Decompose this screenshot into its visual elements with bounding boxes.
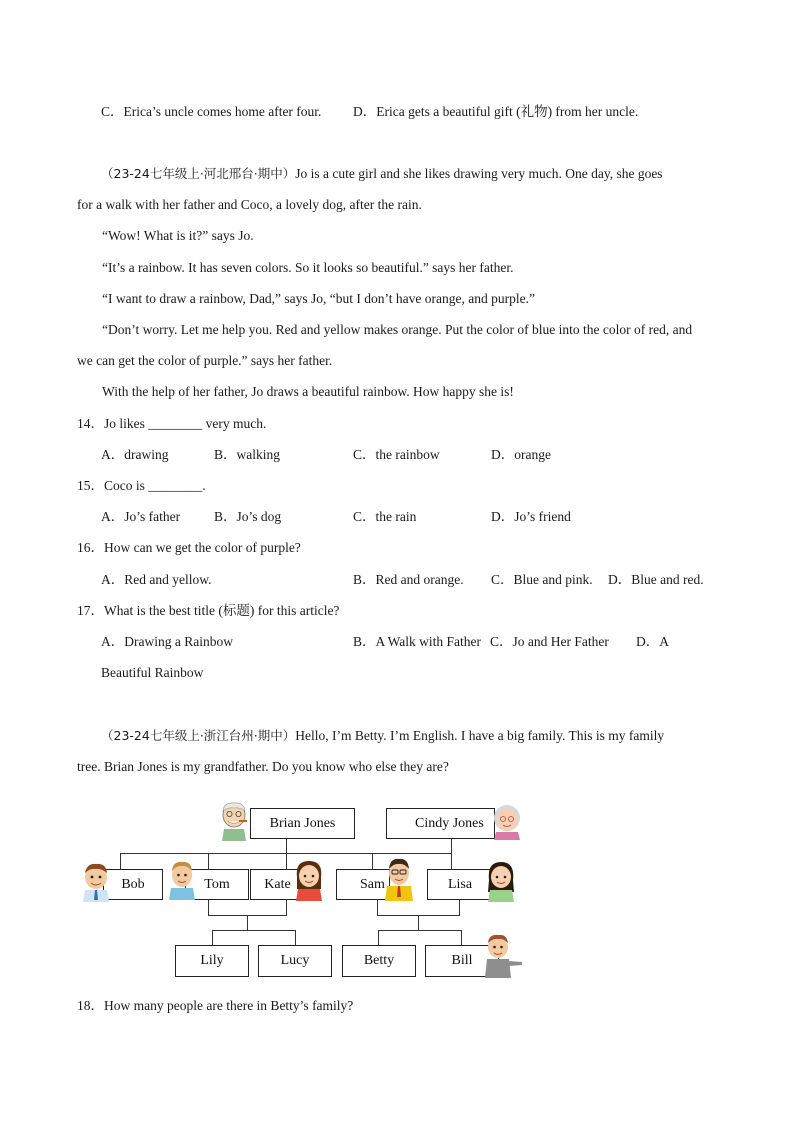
tree-line-tom-down <box>208 900 209 915</box>
tree-line-tomkate <box>208 915 287 916</box>
lisa-illustration <box>484 858 518 902</box>
passage2-text: Hello, I’m Betty. I’m English. I have a big family. This is my family <box>295 728 665 743</box>
tree-line-brian <box>286 838 287 854</box>
tree-line-samlisa <box>377 915 460 916</box>
tree-line-lilylucy <box>212 930 296 931</box>
q16-stem: 16．How can we get the color of purple? <box>77 540 301 555</box>
tree-line-tomkate-mid <box>247 915 248 930</box>
tree-line-samlisa-mid <box>418 915 419 930</box>
q18-stem: 18．How many people are there in Betty’s family? <box>77 998 354 1013</box>
tree-box-lisa: Lisa <box>427 869 493 900</box>
q17-stem: 17．What is the best title (标题) for this article? <box>77 603 340 618</box>
passage1-source: （23-24七年级上·河北邢台·期中） <box>101 166 296 181</box>
q16-option-c: C．Blue and pink. <box>491 572 593 587</box>
tree-line-sam-down <box>377 900 378 915</box>
bob-illustration <box>79 860 113 902</box>
q16-option-a: A．Red and yellow. <box>101 572 212 587</box>
tom-illustration <box>167 858 197 900</box>
tree-line-lisa-down <box>459 900 460 915</box>
tree-line-bob <box>120 853 121 869</box>
tree-box-kate: Kate <box>250 869 305 900</box>
tree-box-brian-jones: Brian Jones <box>250 808 355 839</box>
q15-option-d: D．Jo’s friend <box>491 509 571 524</box>
tree-line-top <box>120 853 451 854</box>
q14-option-a: A．drawing <box>101 447 169 462</box>
passage2-line2: tree. Brian Jones is my grandfather. Do you know who else they are? <box>77 759 449 774</box>
tree-line-kate <box>286 853 287 869</box>
passage2-source: （23-24七年级上·浙江台州·期中） <box>101 728 296 743</box>
sam-illustration <box>383 855 415 901</box>
tree-line-lisa <box>451 853 452 869</box>
tree-line-lucy <box>295 930 296 945</box>
q17-option-b: B．A Walk with Father <box>353 634 482 649</box>
tree-box-lily: Lily <box>175 945 249 977</box>
passage1-p3: “It’s a rainbow. It has seven colors. So it looks so beautiful.” says her father. <box>102 260 514 275</box>
tree-line-sam <box>372 853 373 869</box>
tree-box-lucy: Lucy <box>258 945 332 977</box>
bill-illustration <box>482 932 526 978</box>
q15-option-b: B．Jo’s dog <box>214 509 282 524</box>
passage1-p6: With the help of her father, Jo draws a beautiful rainbow. How happy she is! <box>102 384 514 399</box>
q14-option-b: B．walking <box>214 447 280 462</box>
tree-box-cindy-jones: Cindy Jones <box>386 808 495 839</box>
q17-option-d: D．A <box>636 634 669 649</box>
passage1-p2: “Wow! What is it?” says Jo. <box>102 228 254 243</box>
q14-stem: 14．Jo likes ________ very much. <box>77 416 267 431</box>
passage2-line1 <box>101 728 664 744</box>
q14-option-c: C．the rainbow <box>353 447 440 462</box>
tree-line-bettybill <box>378 930 462 931</box>
q17-option-d-cont: Beautiful Rainbow <box>101 665 204 680</box>
tree-line-kate-down <box>286 900 287 915</box>
tree-line-lily <box>212 930 213 945</box>
tree-line-tom <box>208 853 209 869</box>
q17-option-c: C．Jo and Her Father <box>490 634 609 649</box>
tree-box-bob: Bob <box>103 869 163 900</box>
tree-box-bill: Bill <box>425 945 499 977</box>
prev-option-c: C．Erica’s uncle comes home after four. <box>101 104 322 119</box>
q16-option-b: B．Red and orange. <box>353 572 464 587</box>
tree-line-betty <box>378 930 379 945</box>
q15-stem: 15．Coco is ________. <box>77 478 206 493</box>
passage1-p5b: we can get the color of purple.” says her father. <box>77 353 333 368</box>
passage1-p4: “I want to draw a rainbow, Dad,” says Jo, “but I don’t have orange, and purple.” <box>102 291 535 306</box>
kate-illustration <box>292 857 326 901</box>
tree-box-betty: Betty <box>342 945 416 977</box>
q14-option-d: D．orange <box>491 447 551 462</box>
q15-option-a: A．Jo’s father <box>101 509 181 524</box>
q15-option-c: C．the rain <box>353 509 417 524</box>
grandpa-illustration <box>216 799 252 841</box>
prev-option-d: D．Erica gets a beautiful gift (礼物) from her uncle. <box>353 104 639 119</box>
tree-line-bill <box>461 930 462 945</box>
tree-box-sam: Sam <box>336 869 390 900</box>
tree-box-tom: Tom <box>185 869 249 900</box>
passage1-p5a: “Don’t worry. Let me help you. Red and yellow makes orange. Put the color of blue into the color of red, and <box>102 322 693 337</box>
passage1-line1 <box>101 166 663 182</box>
q16-option-d: D．Blue and red. <box>608 572 704 587</box>
grandma-illustration <box>490 802 524 840</box>
passage1-text: Jo is a cute girl and she likes drawing very much. One day, she goes <box>295 166 663 181</box>
passage1-line2: for a walk with her father and Coco, a lovely dog, after the rain. <box>77 197 422 212</box>
q17-option-a: A．Drawing a Rainbow <box>101 634 233 649</box>
tree-line-cindy <box>451 838 452 854</box>
